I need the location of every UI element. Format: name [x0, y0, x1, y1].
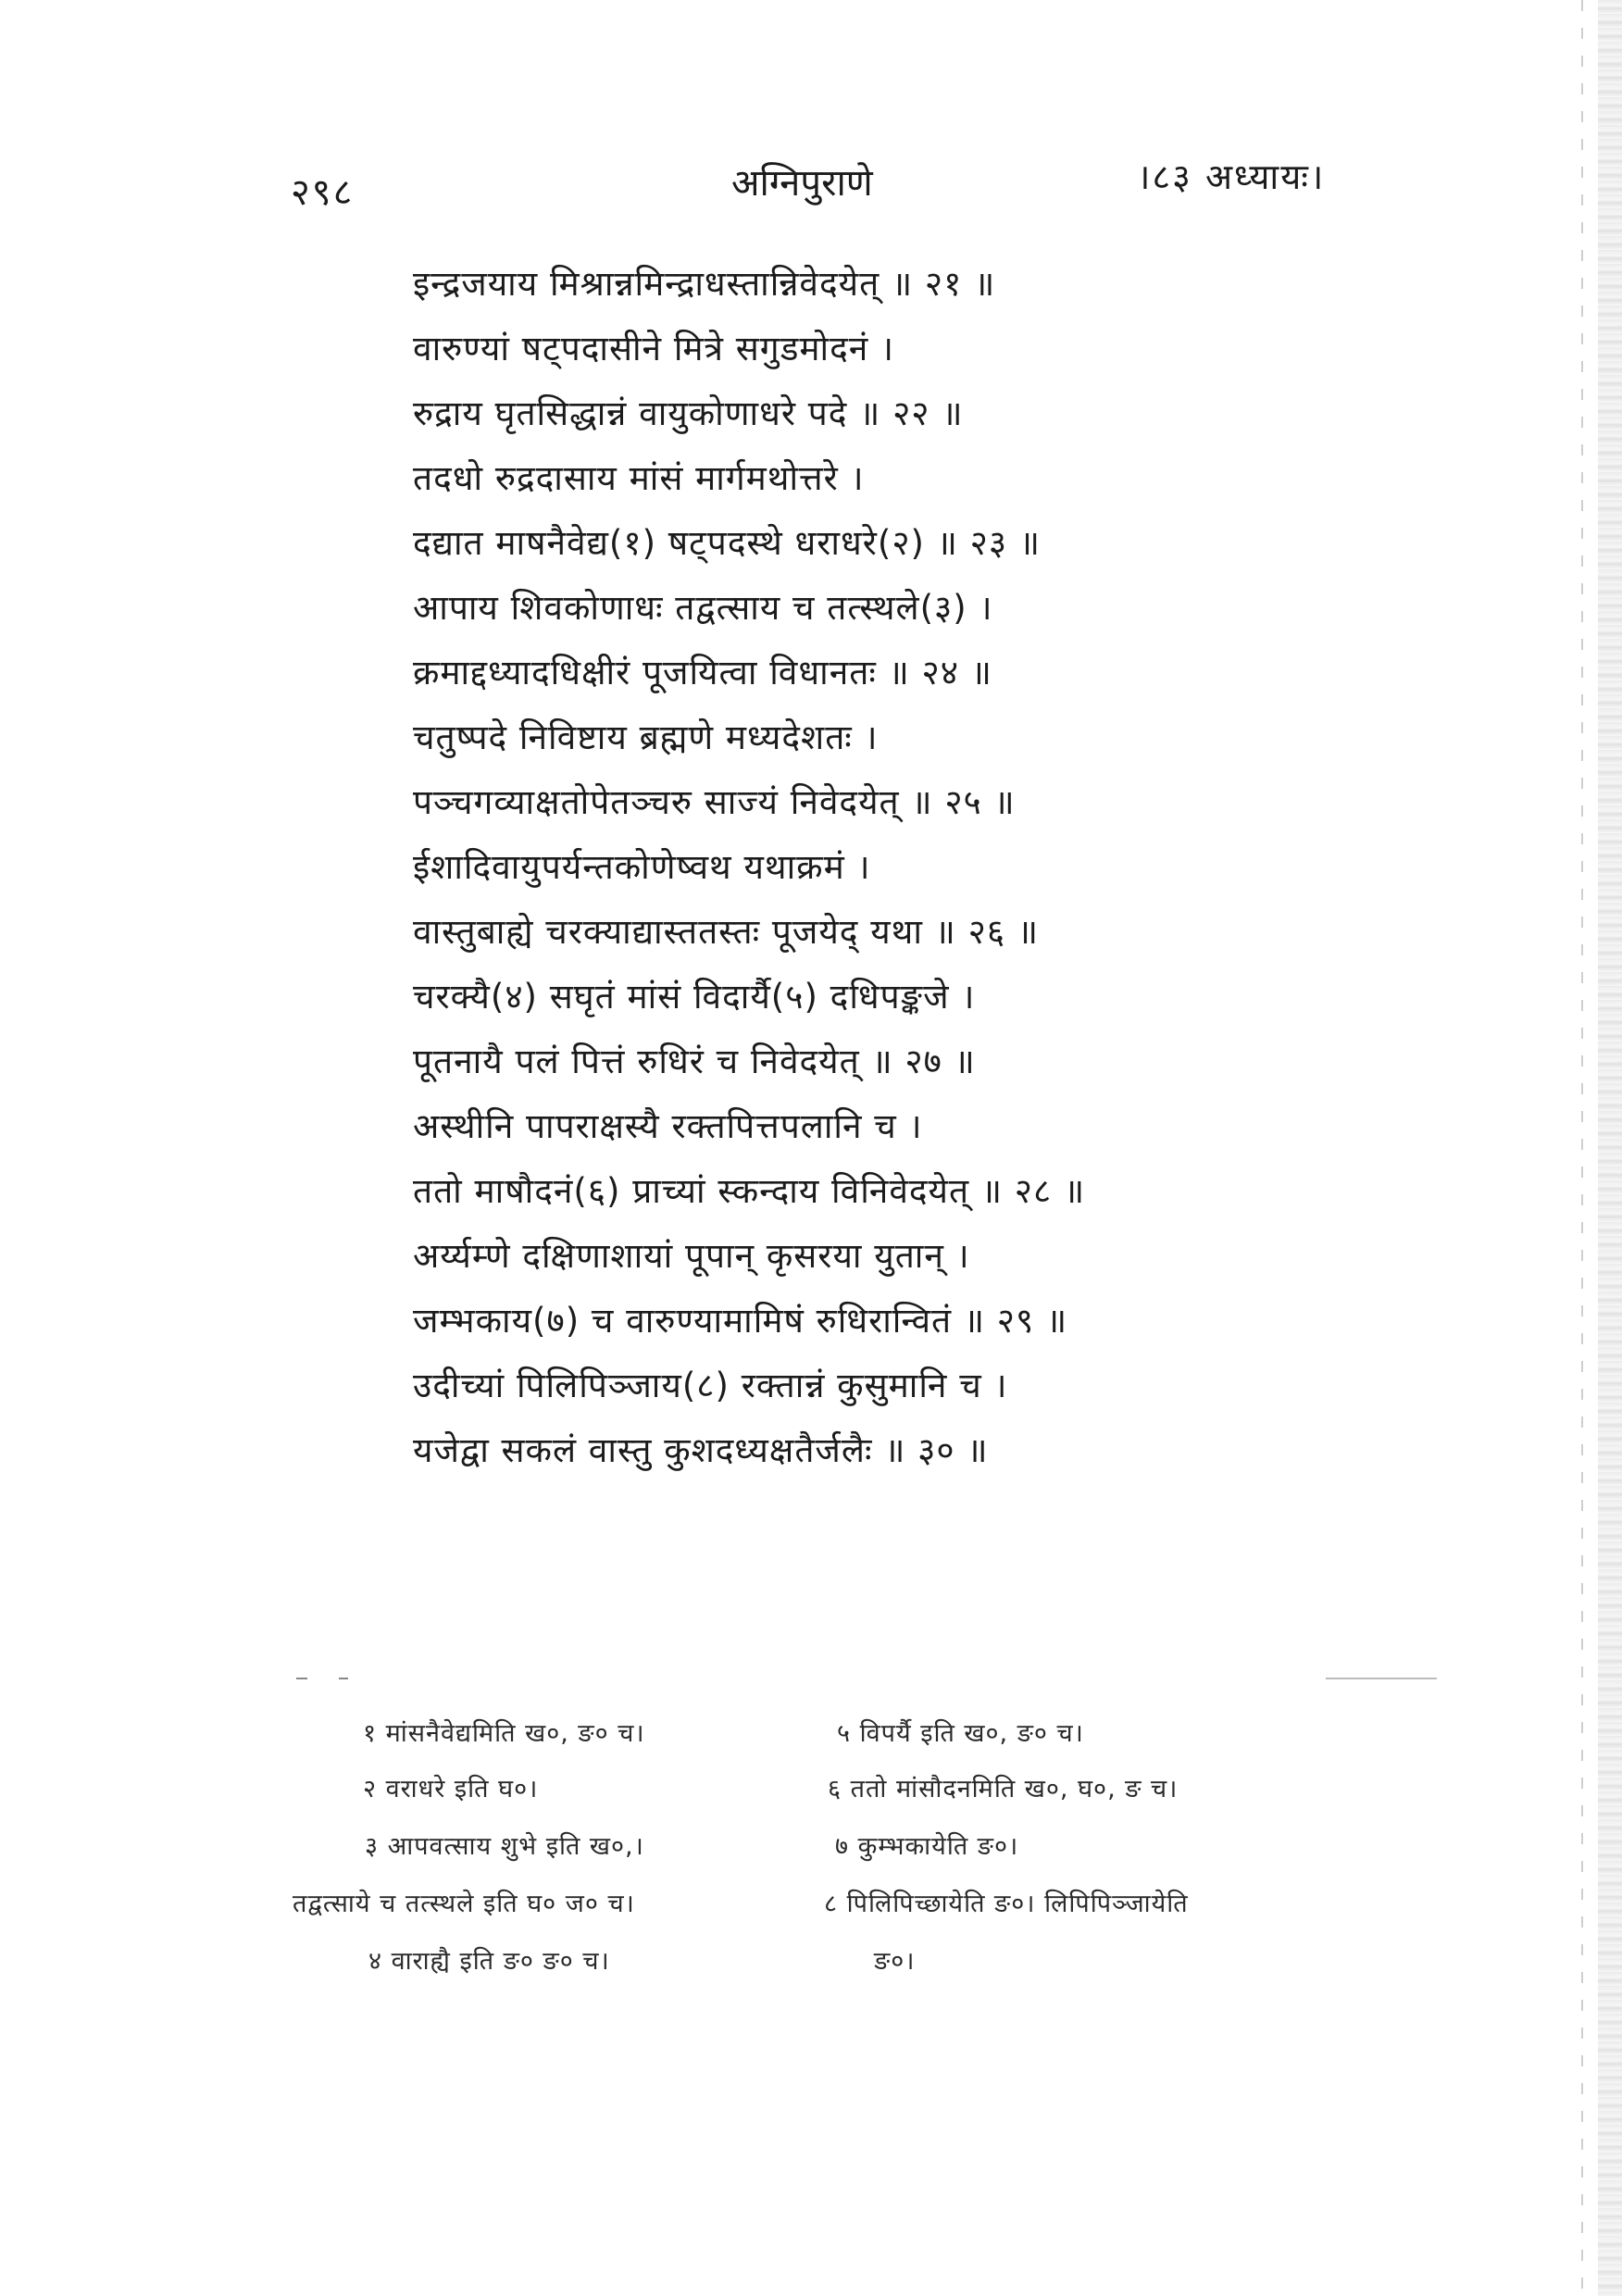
verse-line: वारुण्यां षट्पदासीने मित्रे सगुडमोदनं । — [413, 329, 895, 368]
footnote-2: २ वराधरे इति घ०। — [363, 1775, 539, 1803]
scan-edge-line — [1581, 0, 1583, 2296]
verse-line: चतुष्पदे निविष्टाय ब्रह्मणे मध्यदेशतः । — [413, 718, 879, 757]
footnote-3-continued: तद्वत्साये च तत्स्थले इति घ० ज० च। — [293, 1890, 635, 1918]
footnote-divider — [0, 1678, 1622, 1681]
verse-line: ईशादिवायुपर्यन्तकोणेष्वथ यथाक्रमं । — [413, 847, 871, 887]
footnote-8: ८ पिलिपिच्छायेति ङ०। लिपिपिञ्जायेति — [824, 1890, 1189, 1918]
divider-rule — [1326, 1678, 1437, 1679]
verse-line: क्रमाद्दध्यादधिक्षीरं पूजयित्वा विधानतः ॥ २४ ॥ — [413, 653, 992, 693]
footnote-3: ३ आपवत्साय शुभे इति ख०,। — [365, 1832, 644, 1861]
verse-line: पञ्चगव्याक्षतोपेतञ्चरु साज्यं निवेदयेत् ॥ २५ ॥ — [413, 782, 1016, 822]
verse-line: यजेद्वा सकलं वास्तु कुशदध्यक्षतैर्जलैः ॥ ३० ॥ — [413, 1430, 989, 1470]
verse-line: आपाय शिवकोणाधः तद्वत्साय च तत्स्थले(३) । — [413, 588, 993, 628]
footnote-6: ६ ततो मांसौदनमिति ख०, घ०, ङ च। — [828, 1775, 1179, 1803]
verse-block — [413, 252, 1339, 1483]
divider-mark — [296, 1678, 307, 1679]
footnote-7: ७ कुम्भकायेति ङ०। — [835, 1832, 1019, 1861]
footnote-1: १ मांसनैवेद्यमिति ख०, ङ० च। — [363, 1719, 645, 1748]
verse-line: उदीच्यां पिलिपिञ्जाय(८) रक्तान्नं कुसुमानि च । — [413, 1366, 1008, 1405]
verse-line: वास्तुबाह्ये चरक्याद्यास्ततस्तः पूजयेद् यथा ॥ २६ ॥ — [413, 912, 1039, 952]
verse-line: पूतनायै पलं पित्तं रुधिरं च निवेदयेत् ॥ २७ ॥ — [413, 1042, 976, 1081]
verse-line: रुद्राय घृतसिद्धान्नं वायुकोणाधरे पदे ॥ २२ ॥ — [413, 393, 964, 433]
verse-line: अस्थीनि पापराक्षस्यै रक्तपित्तपलानि च । — [413, 1106, 923, 1146]
verse-line: इन्द्रजयाय मिश्रान्नमिन्द्राधस्तान्निवेदयेत् ॥ २१ ॥ — [413, 264, 996, 304]
page-number: २९८ — [291, 171, 355, 214]
scan-edge-artifact — [1598, 0, 1622, 2296]
running-title: अग्निपुराणे — [731, 162, 873, 205]
footnote-8-continued: ङ०। — [874, 1947, 916, 1976]
verse-line: दद्यात माषनैवेद्य(१) षट्पदस्थे धराधरे(२) ॥ २३ ॥ — [413, 523, 1042, 563]
footnote-5: ५ विपर्यै इति ख०, ङ० च। — [837, 1719, 1084, 1748]
divider-mark — [339, 1678, 348, 1679]
verse-line: ततो माषौदनं(६) प्राच्यां स्कन्दाय विनिवेदयेत् ॥ २८ ॥ — [413, 1171, 1086, 1211]
verse-line: चरक्यै(४) सघृतं मांसं विदार्यै(५) दधिपङ्कजे । — [413, 977, 976, 1017]
verse-line: तदधो रुद्रदासाय मांसं मार्गमथोत्तरे । — [413, 458, 865, 498]
verse-line: जम्भकाय(७) च वारुण्यामामिषं रुधिरान्वितं ॥ २९ ॥ — [413, 1301, 1068, 1341]
verse-line: अर्य्यम्णे दक्षिणाशायां पूपान् कृसरया युतान् । — [413, 1236, 970, 1276]
footnote-4: ४ वाराह्यै इति ङ० ङ० च। — [368, 1947, 610, 1976]
chapter-label: ।८३ अध्यायः। — [1137, 156, 1326, 197]
